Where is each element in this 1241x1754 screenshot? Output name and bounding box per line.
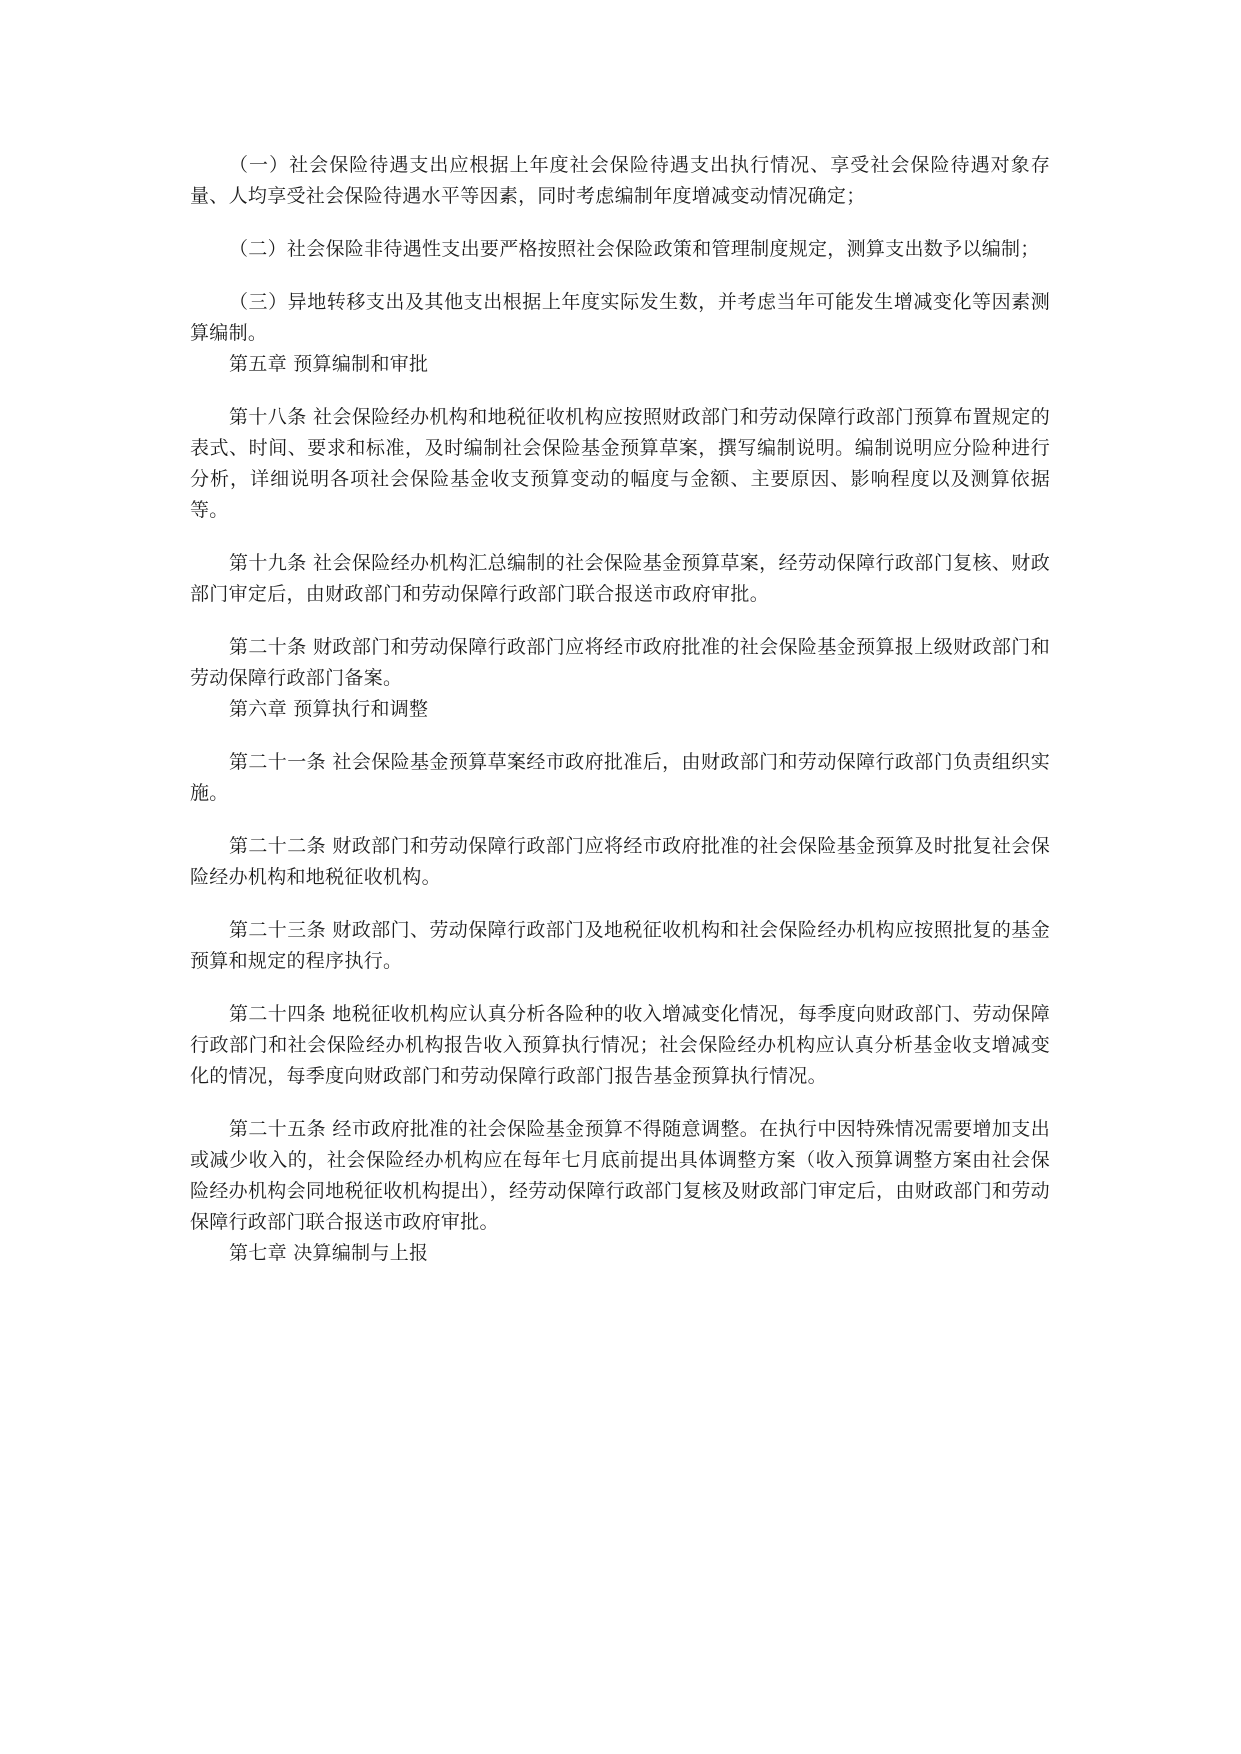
article-22: 第二十二条 财政部门和劳动保障行政部门应将经市政府批准的社会保险基金预算及时批复社会保险经办机构和地税征收机构。 [190, 835, 1050, 888]
article-21: 第二十一条 社会保险基金预算草案经市政府批准后，由财政部门和劳动保障行政部门负责组织实施。 [190, 751, 1050, 804]
article-23: 第二十三条 财政部门、劳动保障行政部门及地税征收机构和社会保险经办机构应按照批复的基金预算和规定的程序执行。 [190, 919, 1050, 972]
article-20: 第二十条 财政部门和劳动保障行政部门应将经市政府批准的社会保险基金预算报上级财政部门和劳动保障行政部门备案。 [190, 636, 1050, 689]
paragraph-1: （一）社会保险待遇支出应根据上年度社会保险待遇支出执行情况、享受社会保险待遇对象存量、人均享受社会保险待遇水平等因素，同时考虑编制年度增减变动情况确定； [190, 154, 1050, 207]
article-25: 第二十五条 经市政府批准的社会保险基金预算不得随意调整。在执行中因特殊情况需要增加支出或减少收入的，社会保险经办机构应在每年七月底前提出具体调整方案（收入预算调整方案由社会保险经办机构会同地税征收机构提出），经劳动保障行政部门复核及财政部门审定后，由财政部门和劳动保障行政部门联合报送市政府审批。 [190, 1118, 1050, 1233]
chapter-heading-5: 第五章 预算编制和审批 [229, 353, 429, 375]
paragraph-2: （二）社会保险非待遇性支出要严格按照社会保险政策和管理制度规定，测算支出数予以编制； [229, 238, 1040, 260]
article-18: 第十八条 社会保险经办机构和地税征收机构应按照财政部门和劳动保障行政部门预算布置规定的表式、时间、要求和标准，及时编制社会保险基金预算草案，撰写编制说明。编制说明应分险种进行分析，详细说明各项社会保险基金收支预算变动的幅度与金额、主要原因、影响程度以及测算依据等。 [190, 406, 1050, 521]
paragraph-3: （三）异地转移支出及其他支出根据上年度实际发生数，并考虑当年可能发生增减变化等因素测算编制。 [190, 291, 1050, 344]
chapter-heading-7: 第七章 决算编制与上报 [229, 1242, 429, 1264]
document-page [190, 150, 1050, 1269]
article-19: 第十九条 社会保险经办机构汇总编制的社会保险基金预算草案，经劳动保障行政部门复核、财政部门审定后，由财政部门和劳动保障行政部门联合报送市政府审批。 [190, 552, 1050, 605]
article-24: 第二十四条 地税征收机构应认真分析各险种的收入增减变化情况，每季度向财政部门、劳动保障行政部门和社会保险经办机构报告收入预算执行情况；社会保险经办机构应认真分析基金收支增减变化的情况，每季度向财政部门和劳动保障行政部门报告基金预算执行情况。 [190, 1003, 1050, 1087]
chapter-heading-6: 第六章 预算执行和调整 [229, 698, 429, 720]
